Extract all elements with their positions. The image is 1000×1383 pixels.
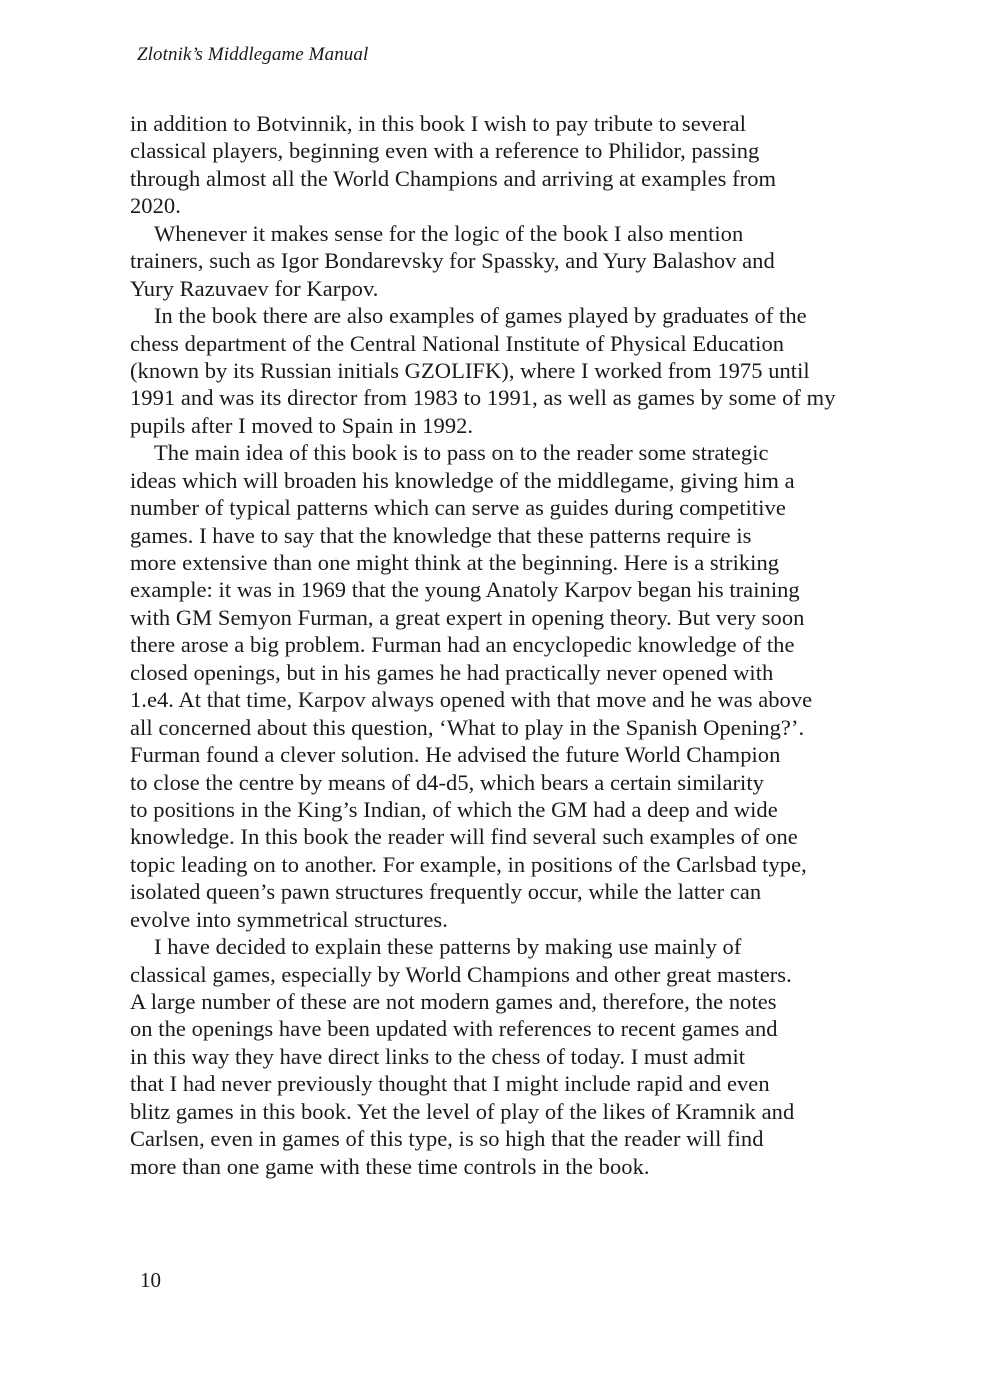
paragraph [130, 302, 870, 439]
text-line: there arose a big problem. Furman had an encyclopedic knowledge of the [130, 632, 795, 658]
text-line: in this way they have direct links to the chess of today. I must admit [130, 1043, 746, 1069]
text-line: in addition to Botvinnik, in this book I wish to pay tribute to several [130, 111, 746, 136]
text-line: chess department of the Central National Institute of Physical Education [130, 330, 785, 356]
text-line: evolve into symmetrical structures. [130, 906, 448, 932]
text-line: I have decided to explain these patterns by making use mainly of [154, 934, 742, 960]
text-line: 1.e4. At that time, Karpov always opened with that move and he was above [130, 687, 813, 713]
text-line: 1991 and was its director from 1983 to 1991, as well as games by some of my [130, 385, 836, 411]
text-line: Whenever it makes sense for the logic of the book I also mention [154, 220, 744, 246]
text-line: classical games, especially by World Champions and other great masters. [130, 961, 792, 987]
text-line: (known by its Russian initials GZOLIFK), where I worked from 1975 until [130, 357, 810, 383]
text-line: to close the centre by means of d4-d5, which bears a certain similarity [130, 769, 764, 795]
text-line: pupils after I moved to Spain in 1992. [130, 412, 474, 438]
text-line: The main idea of this book is to pass on to the reader some strategic [154, 440, 769, 466]
body-text [130, 110, 870, 1180]
text-line: closed openings, but in his games he had practically never opened with [130, 659, 774, 685]
text-line: example: it was in 1969 that the young Anatoly Karpov began his training [130, 577, 800, 603]
text-line: through almost all the World Champions and arriving at examples from [130, 165, 777, 191]
page-number: 10 [140, 1268, 161, 1292]
paragraph [130, 220, 870, 302]
text-line: number of typical patterns which can serve as guides during competitive [130, 495, 786, 521]
text-line: Carlsen, even in games of this type, is so high that the reader will find [130, 1126, 764, 1152]
text-line: that I had never previously thought that I might include rapid and even [130, 1071, 770, 1097]
text-line: to positions in the King’s Indian, of which the GM had a deep and wide [130, 796, 778, 822]
text-line: blitz games in this book. Yet the level of play of the likes of Kramnik and [130, 1098, 795, 1124]
text-line: A large number of these are not modern games and, therefore, the notes [130, 989, 777, 1014]
running-head: Zlotnik’s Middlegame Manual [137, 44, 369, 65]
text-line: classical players, beginning even with a reference to Philidor, passing [130, 138, 760, 164]
text-line: isolated queen’s pawn structures frequently occur, while the latter can [130, 879, 762, 905]
text-line: topic leading on to another. For example, in positions of the Carlsbad type, [130, 851, 807, 877]
text-line: more extensive than one might think at the beginning. Here is a striking [130, 550, 780, 575]
text-line: on the openings have been updated with references to recent games and [130, 1016, 778, 1042]
text-line: more than one game with these time controls in the book. [130, 1153, 650, 1179]
paragraph [130, 933, 870, 1180]
text-line: Furman found a clever solution. He advised the future World Champion [130, 742, 781, 768]
text-line: with GM Semyon Furman, a great expert in opening theory. But very soon [130, 604, 805, 630]
paragraph [130, 110, 870, 220]
text-line: Yury Razuvaev for Karpov. [130, 275, 379, 301]
text-line: ideas which will broaden his knowledge of the middlegame, giving him a [130, 467, 795, 493]
text-line: 2020. [130, 193, 181, 219]
text-line: In the book there are also examples of games played by graduates of the [154, 303, 807, 329]
text-line: all concerned about this question, ‘What to play in the Spanish Opening?’. [130, 714, 805, 740]
text-line: trainers, such as Igor Bondarevsky for Spassky, and Yury Balashov and [130, 248, 775, 274]
text-line: games. I have to say that the knowledge that these patterns require is [130, 522, 752, 548]
text-line: knowledge. In this book the reader will find several such examples of one [130, 824, 798, 850]
paragraph [130, 439, 870, 933]
